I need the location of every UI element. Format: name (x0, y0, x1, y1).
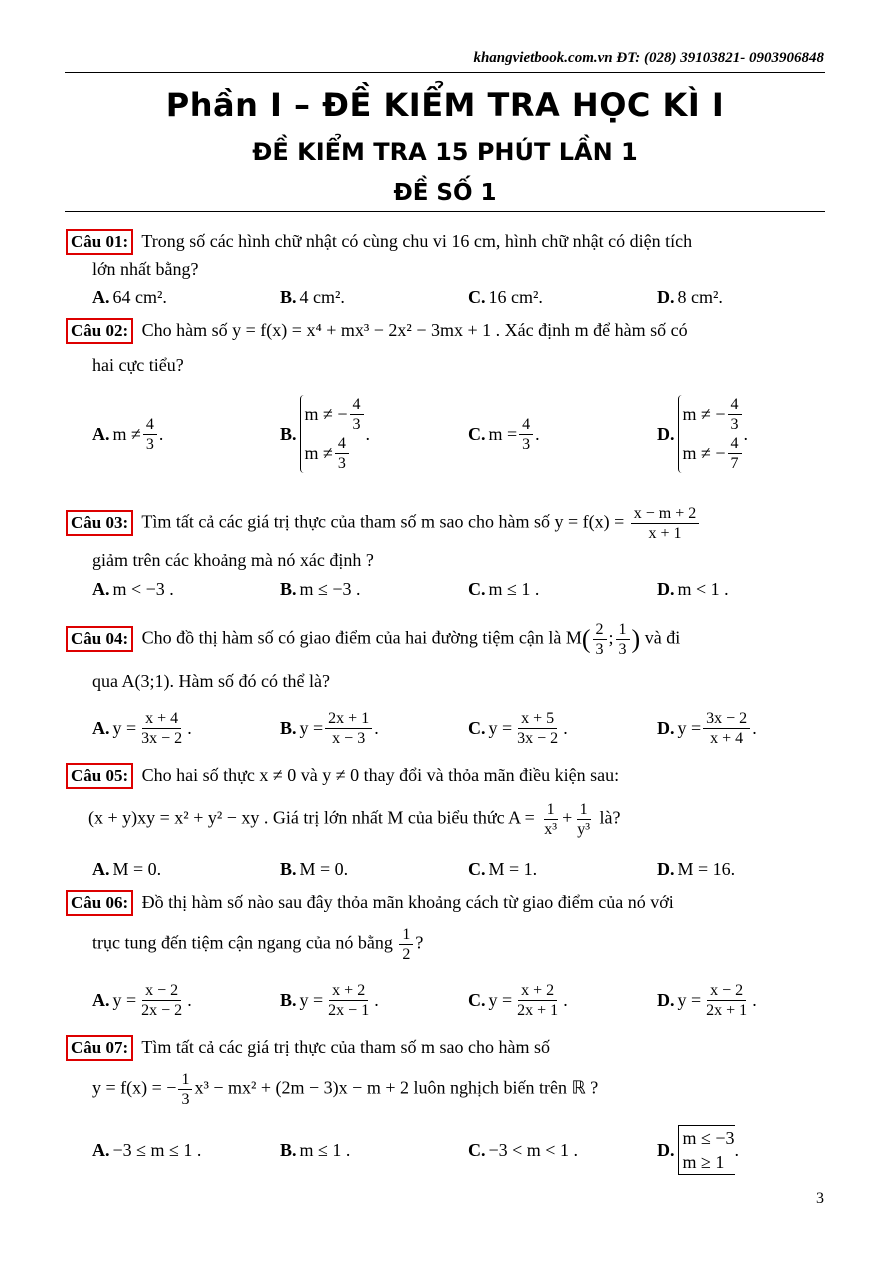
option-a[interactable]: A. y = $\frac{x - 2}{2x - 2}$ . (92, 981, 192, 1019)
question-label: Câu 03: (66, 510, 133, 536)
question-text-cont: (x + y)xy = x² + y² − xy . Giá trị lớn nhất M của biểu thức A = $\frac{1}{\text{x³}}$ + $\frac{1}{\text{y³}}$ là? (88, 801, 621, 838)
option-d[interactable]: D. m < 1 . (657, 578, 729, 599)
question-label: Câu 02: (66, 318, 133, 344)
question-text: Đồ thị hàm số nào sau đây thỏa mãn khoảng cách từ giao điểm của nó với (141, 892, 674, 912)
option-c[interactable]: C. y = $\frac{x + 5}{3x - 2}$ . (468, 709, 568, 747)
option-b[interactable]: B. m ≠ − $\frac{4}{3}$ m ≠ $\frac{4}{3}$ . (280, 396, 371, 472)
question-text-cont: lớn nhất bằng? (92, 259, 199, 279)
options-q07 (92, 1122, 824, 1178)
option-c[interactable]: C. y = $\frac{x + 2}{2x + 1}$ . (468, 981, 568, 1019)
fraction: $\frac{x - m + 2}{x + 1}$ (631, 504, 700, 543)
question-text: Trong số các hình chữ nhật có cùng chu vi 16 cm, hình chữ nhật có diện tích (141, 231, 693, 251)
option-d[interactable]: D. y = $\frac{x - 2}{2x + 1}$ . (657, 981, 757, 1019)
question-04: Câu 04: Cho đồ thị hàm số có giao điểm của hai đường tiệm cận là M( $\frac{2}{3}$ ; $\frac{1}{3}$ ) và đi (66, 620, 824, 659)
question-text-cont: qua A(3;1). Hàm số đó có thể là? (92, 671, 330, 691)
option-d[interactable]: D. y = $\frac{3x - 2}{x + 4}$ . (657, 709, 757, 747)
question-text-cont: giảm trên các khoảng mà nó xác định ? (92, 550, 374, 570)
question-text-cont: y = f(x) = − $\frac{1}{3}$ x³ − mx² + (2m − 3)x − m + 2 luôn nghịch biến trên ℝ ? (92, 1071, 599, 1108)
question-text: Cho hàm số y = f(x) = x⁴ + mx³ − 2x² − 3mx + 1 . Xác định m để hàm số có (141, 320, 688, 340)
option-b[interactable]: B. y = $\frac{x + 2}{2x - 1}$ . (280, 981, 379, 1019)
option-c[interactable]: C. −3 < m < 1 . (468, 1139, 578, 1160)
options-q05 (92, 852, 824, 886)
option-b[interactable]: B. M = 0. (280, 858, 349, 879)
question-text-end: và đi (644, 627, 681, 648)
option-b[interactable]: B. m ≤ −3 . (280, 578, 361, 599)
options-q02 (92, 384, 824, 484)
option-a[interactable]: A. y = $\frac{x + 4}{3x - 2}$ . (92, 709, 192, 747)
test-title: ĐỀ KIỂM TRA 15 PHÚT LẦN 1 (252, 138, 638, 166)
option-d[interactable]: D. m ≠ − $\frac{4}{3}$ m ≠ − $\frac{4}{7}$ . (657, 396, 749, 472)
question-05 (66, 762, 824, 789)
question-label: Câu 05: (66, 763, 133, 789)
option-b[interactable]: B. y = $\frac{2x + 1}{x - 3}$ . (280, 709, 379, 747)
option-d[interactable]: D. m ≤ −3 m ≥ 1 . (657, 1122, 739, 1178)
option-c[interactable]: C. M = 1. (468, 858, 538, 879)
option-c[interactable]: C. m = $\frac{4}{3}$ . (468, 415, 540, 453)
question-text-cont: hai cực tiểu? (92, 355, 184, 375)
option-a[interactable]: A. −3 ≤ m ≤ 1 . (92, 1139, 202, 1160)
question-03 (66, 504, 824, 543)
option-b[interactable]: B. 4 cm². (280, 286, 345, 307)
option-b[interactable]: B. m ≤ 1 . (280, 1139, 351, 1160)
option-a[interactable]: A. m < −3 . (92, 578, 174, 599)
option-c[interactable]: C. 16 cm². (468, 286, 543, 307)
option-a[interactable]: A. 64 cm². (92, 286, 167, 307)
page-number: 3 (816, 1190, 824, 1207)
question-text: Cho hai số thực x ≠ 0 và y ≠ 0 thay đổi và thỏa mãn điều kiện sau: (141, 765, 620, 785)
question-02 (66, 317, 824, 344)
options-q06 (92, 976, 824, 1024)
options-q03 (92, 572, 824, 606)
question-label: Câu 04: (66, 626, 133, 652)
options-q01 (92, 279, 824, 315)
option-c[interactable]: C. m ≤ 1 . (468, 578, 540, 599)
part-title: Phần I – ĐỀ KIỂM TRA HỌC KÌ I (165, 86, 725, 124)
option-a[interactable]: A. M = 0. (92, 858, 162, 879)
question-01 (66, 228, 824, 255)
question-text: Tìm tất cả các giá trị thực của tham số m sao cho hàm số y = f(x) = (141, 511, 625, 532)
question-label: Câu 07: (66, 1035, 133, 1061)
question-06 (66, 889, 824, 916)
question-07 (66, 1034, 824, 1061)
option-a[interactable]: A. m ≠ $\frac{4}{3}$ . (92, 415, 164, 453)
header-contact: khangvietbook.com.vn ĐT: (028) 39103821- 0903906848 (473, 50, 824, 66)
option-d[interactable]: D. 8 cm². (657, 286, 723, 307)
options-q04 (92, 704, 824, 752)
question-text: Cho đồ thị hàm số có giao điểm của hai đường tiệm cận là M (141, 627, 582, 648)
question-text: Tìm tất cả các giá trị thực của tham số m sao cho hàm số (141, 1037, 550, 1057)
title-rule (65, 211, 825, 212)
test-number: ĐỀ SỐ 1 (393, 180, 497, 206)
option-d[interactable]: D. M = 16. (657, 858, 736, 879)
question-label: Câu 01: (66, 229, 133, 255)
header-rule (65, 72, 825, 73)
question-text-cont: trục tung đến tiệm cận ngang của nó bằng $\frac{1}{2}$ ? (92, 926, 424, 963)
question-label: Câu 06: (66, 890, 133, 916)
